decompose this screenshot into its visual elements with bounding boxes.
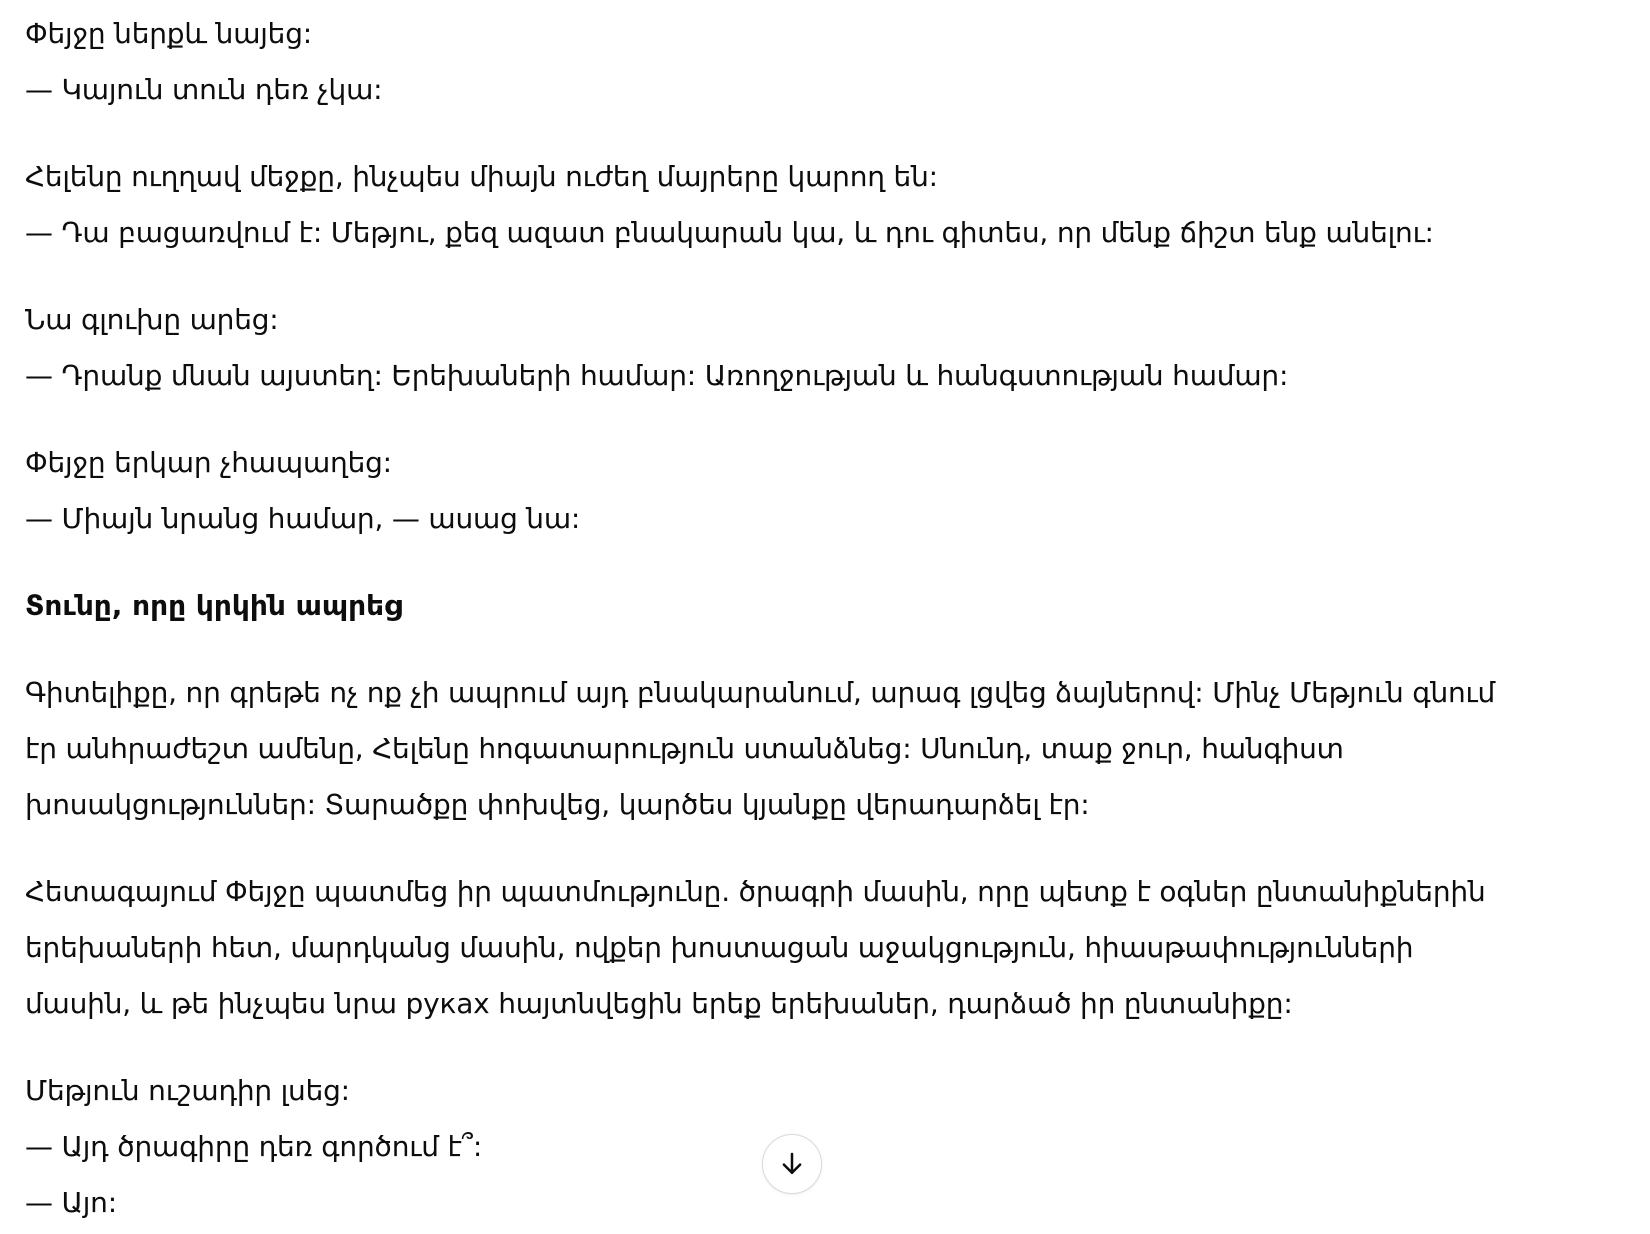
paragraph-4 [25, 435, 1615, 547]
paragraph-6 [25, 864, 1615, 1032]
text-line: — Այդ ծրագիրը դեռ գործում է՞: [25, 1130, 483, 1163]
text-line: — Միայն նրանց համար, — ասաց նա: [25, 502, 581, 535]
text-line: — Կայուն տուն դեռ չկա: [25, 73, 383, 106]
text-line: — Այո: [25, 1186, 117, 1219]
text-line: Հետագայում Փեյջը պատմեց իր պատմությունը. ծրագրի մասին, որը պետք է օգներ ընտանիքներին [25, 875, 1486, 908]
text-line: — Դրանք մնան այստեղ: Երեխաների համար: Առողջության և հանգստության համար: [25, 359, 1289, 392]
text-line: Գիտելիքը, որ գրեթե ոչ ոք չի ապրում այդ բնակարանում, արագ լցվեց ձայներով: Մինչ Մեթյուն գնում [25, 676, 1496, 709]
scroll-to-bottom-button[interactable] [762, 1134, 822, 1194]
text-line: Հելենը ուղղավ մեջքը, ինչպես միայն ուժեղ մայրերը կարող են: [25, 160, 938, 193]
text-line: էր անհրաժեշտ ամենը, Հելենը հոգատարություն ստանձնեց: Սնունդ, տաք ջուր, հանգիստ [25, 732, 1344, 765]
text-line: Փեյջը ներքև նայեց: [25, 17, 312, 50]
text-line: Նա գլուխը արեց: [25, 303, 279, 336]
paragraph-1 [25, 6, 1615, 118]
paragraph-3 [25, 292, 1615, 404]
text-line: — Դա բացառվում է: Մեթյու, քեզ ազատ բնակարան կա, և դու գիտես, որ մենք ճիշտ ենք անելու: [25, 216, 1434, 249]
paragraph-5 [25, 665, 1615, 833]
arrow-down-icon [777, 1149, 807, 1179]
text-line: Փեյջը երկար չհապաղեց: [25, 446, 392, 479]
paragraph-7 [25, 1063, 1615, 1231]
chat-message-content [25, 6, 1615, 1234]
text-line: խոսակցություններ: Տարածքը փոխվեց, կարծես կյանքը վերադարձել էր: [25, 788, 1090, 821]
paragraph-2 [25, 149, 1615, 261]
text-line: երեխաների հետ, մարդկանց մասին, ովքեր խոստացան աջակցություն, հիասթափությունների [25, 931, 1414, 964]
section-heading: Տունը, որը կրկին ապրեց [25, 589, 403, 622]
text-line: մասին, և թե ինչպես նրա руках հայտնվեցին երեք երեխաներ, դարձած իր ընտանիքը: [25, 987, 1293, 1020]
text-line: Մեթյուն ուշադիր լսեց: [25, 1074, 350, 1107]
